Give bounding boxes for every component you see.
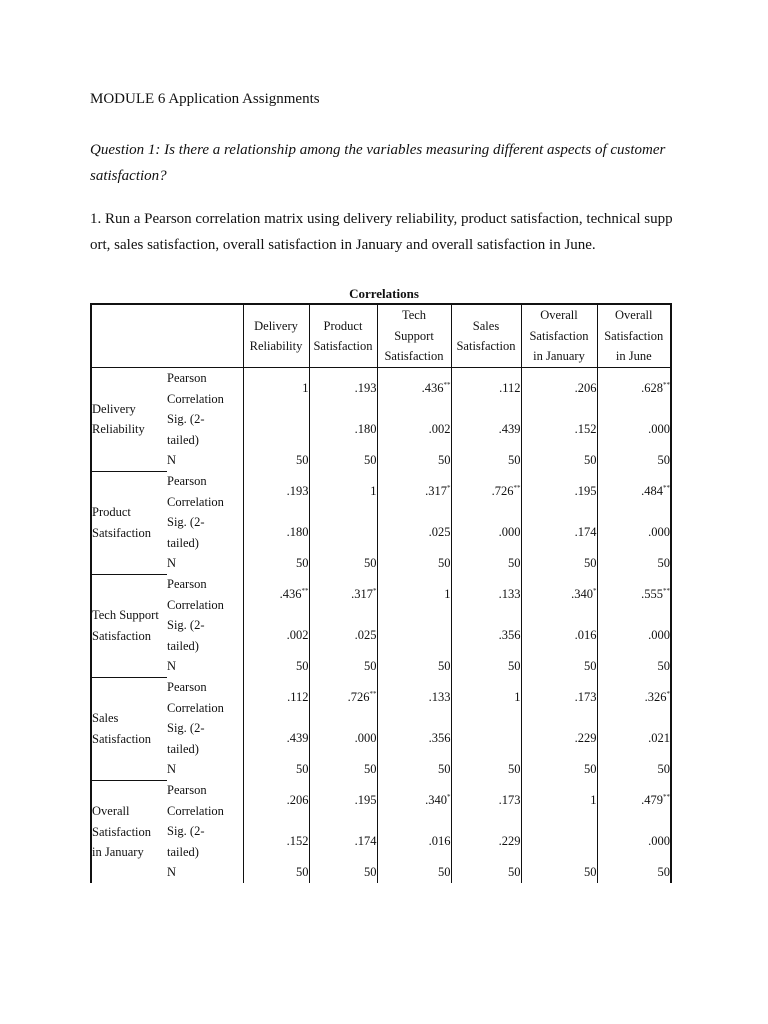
stat-label-pearson: Pearson Correlation xyxy=(167,471,243,512)
pearson-value: .326* xyxy=(597,677,671,718)
document-heading: MODULE 6 Application Assignments xyxy=(90,91,320,107)
n-value: 50 xyxy=(377,450,451,471)
n-value: 50 xyxy=(243,759,309,780)
n-value: 50 xyxy=(377,553,451,574)
n-value: 50 xyxy=(451,656,521,677)
stat-label-pearson: Pearson Correlation xyxy=(167,677,243,718)
table-row xyxy=(91,471,671,512)
significance-mark: * xyxy=(447,484,451,493)
sig-value xyxy=(377,615,451,656)
significance-mark: ** xyxy=(513,484,521,493)
column-header: Tech Support Satisfaction xyxy=(377,304,451,368)
table-row xyxy=(91,862,671,883)
sig-value xyxy=(451,718,521,759)
stat-label-n: N xyxy=(167,553,243,574)
sig-value: .000 xyxy=(597,615,671,656)
table-row xyxy=(91,615,671,656)
stat-label-n: N xyxy=(167,862,243,883)
pearson-value: 1 xyxy=(451,677,521,718)
significance-mark: ** xyxy=(301,587,309,596)
sig-value: .439 xyxy=(243,718,309,759)
table-row xyxy=(91,656,671,677)
column-header: Sales Satisfaction xyxy=(451,304,521,368)
significance-mark: ** xyxy=(663,484,670,493)
pearson-value: .436** xyxy=(243,574,309,615)
sig-value: .180 xyxy=(243,512,309,553)
significance-mark: ** xyxy=(369,690,377,699)
instruction-text: 1. Run a Pearson correlation matrix using delivery reliability, product satisfaction, technical supp ort, sales satisfaction, overall satisfaction in January and overall satisfaction in June. xyxy=(90,211,673,253)
n-value: 50 xyxy=(243,450,309,471)
column-header: Overall Satisfaction in January xyxy=(521,304,597,368)
pearson-value: .173 xyxy=(521,677,597,718)
pearson-value: .628** xyxy=(597,368,671,410)
sig-value: .002 xyxy=(243,615,309,656)
stat-label-pearson: Pearson Correlation xyxy=(167,574,243,615)
row-label: Delivery Reliability xyxy=(91,368,167,472)
sig-value: .000 xyxy=(451,512,521,553)
table-header-row xyxy=(91,304,671,368)
row-label: Overall Satisfaction in January xyxy=(91,780,167,883)
sig-value: .439 xyxy=(451,409,521,450)
significance-mark: * xyxy=(666,690,670,699)
table-body xyxy=(91,368,671,884)
significance-mark: ** xyxy=(663,793,670,802)
stat-label-sig: Sig. (2- tailed) xyxy=(167,512,243,553)
table-row xyxy=(91,450,671,471)
pearson-value: .195 xyxy=(521,471,597,512)
sig-value: .000 xyxy=(597,821,671,862)
n-value: 50 xyxy=(597,450,671,471)
pearson-value: .340* xyxy=(521,574,597,615)
significance-mark: ** xyxy=(663,587,670,596)
pearson-value: 1 xyxy=(309,471,377,512)
n-value: 50 xyxy=(521,862,597,883)
sig-value: .025 xyxy=(377,512,451,553)
sig-value: .000 xyxy=(309,718,377,759)
sig-value xyxy=(521,821,597,862)
n-value: 50 xyxy=(377,759,451,780)
pearson-value: .206 xyxy=(243,780,309,821)
sig-value: .021 xyxy=(597,718,671,759)
n-value: 50 xyxy=(451,759,521,780)
pearson-value: .193 xyxy=(309,368,377,410)
pearson-value: .195 xyxy=(309,780,377,821)
stat-label-sig: Sig. (2- tailed) xyxy=(167,409,243,450)
significance-mark: ** xyxy=(663,381,670,390)
pearson-value: .193 xyxy=(243,471,309,512)
table-row xyxy=(91,409,671,450)
stat-label-sig: Sig. (2- tailed) xyxy=(167,718,243,759)
pearson-value: .133 xyxy=(451,574,521,615)
table-row xyxy=(91,718,671,759)
sig-value: .356 xyxy=(451,615,521,656)
pearson-value: .206 xyxy=(521,368,597,410)
sig-value: .000 xyxy=(597,409,671,450)
n-value: 50 xyxy=(451,862,521,883)
n-value: 50 xyxy=(597,553,671,574)
row-label: Sales Satisfaction xyxy=(91,677,167,780)
stat-label-pearson: Pearson Correlation xyxy=(167,780,243,821)
table-caption: Correlations xyxy=(349,286,419,301)
pearson-value: .112 xyxy=(243,677,309,718)
sig-value: .002 xyxy=(377,409,451,450)
sig-value xyxy=(243,409,309,450)
column-header: Delivery Reliability xyxy=(243,304,309,368)
pearson-value: .436** xyxy=(377,368,451,410)
significance-mark: ** xyxy=(443,381,451,390)
n-value: 50 xyxy=(521,759,597,780)
pearson-value: .479** xyxy=(597,780,671,821)
sig-value: .016 xyxy=(377,821,451,862)
row-label: Tech Support Satisfaction xyxy=(91,574,167,677)
n-value: 50 xyxy=(521,450,597,471)
pearson-value: .173 xyxy=(451,780,521,821)
pearson-value: 1 xyxy=(377,574,451,615)
n-value: 50 xyxy=(309,553,377,574)
significance-mark: * xyxy=(373,587,377,596)
stat-label-n: N xyxy=(167,759,243,780)
n-value: 50 xyxy=(309,450,377,471)
table-row xyxy=(91,780,671,821)
pearson-value: .133 xyxy=(377,677,451,718)
header-corner xyxy=(91,304,167,368)
column-header: Overall Satisfaction in June xyxy=(597,304,671,368)
pearson-value: 1 xyxy=(243,368,309,410)
stat-label-pearson: Pearson Correlation xyxy=(167,368,243,410)
pearson-value: .726** xyxy=(451,471,521,512)
table-row xyxy=(91,512,671,553)
n-value: 50 xyxy=(243,862,309,883)
pearson-value: .112 xyxy=(451,368,521,410)
n-value: 50 xyxy=(309,862,377,883)
table-row xyxy=(91,368,671,410)
n-value: 50 xyxy=(309,759,377,780)
stat-label-n: N xyxy=(167,656,243,677)
n-value: 50 xyxy=(451,553,521,574)
sig-value xyxy=(309,512,377,553)
sig-value: .356 xyxy=(377,718,451,759)
sig-value: .180 xyxy=(309,409,377,450)
n-value: 50 xyxy=(243,656,309,677)
pearson-value: .340* xyxy=(377,780,451,821)
n-value: 50 xyxy=(377,656,451,677)
significance-mark: * xyxy=(593,587,597,596)
sig-value: .152 xyxy=(243,821,309,862)
table-row xyxy=(91,574,671,615)
n-value: 50 xyxy=(597,759,671,780)
sig-value: .000 xyxy=(597,512,671,553)
n-value: 50 xyxy=(451,450,521,471)
pearson-value: .317* xyxy=(309,574,377,615)
pearson-value: 1 xyxy=(521,780,597,821)
table-row xyxy=(91,821,671,862)
row-label: Product Satsifaction xyxy=(91,471,167,574)
sig-value: .016 xyxy=(521,615,597,656)
pearson-value: .555** xyxy=(597,574,671,615)
table-row xyxy=(91,759,671,780)
n-value: 50 xyxy=(521,553,597,574)
sig-value: .025 xyxy=(309,615,377,656)
pearson-value: .317* xyxy=(377,471,451,512)
n-value: 50 xyxy=(597,862,671,883)
n-value: 50 xyxy=(521,656,597,677)
pearson-value: .484** xyxy=(597,471,671,512)
header-corner-stat xyxy=(167,304,243,368)
sig-value: .229 xyxy=(521,718,597,759)
sig-value: .174 xyxy=(521,512,597,553)
significance-mark: * xyxy=(447,793,451,802)
stat-label-n: N xyxy=(167,450,243,471)
correlations-table xyxy=(90,303,672,883)
n-value: 50 xyxy=(377,862,451,883)
sig-value: .229 xyxy=(451,821,521,862)
n-value: 50 xyxy=(243,553,309,574)
sig-value: .152 xyxy=(521,409,597,450)
pearson-value: .726** xyxy=(309,677,377,718)
stat-label-sig: Sig. (2- tailed) xyxy=(167,615,243,656)
question-text: Question 1: Is there a relationship among the variables measuring different aspects of customer satisfaction? xyxy=(90,142,666,184)
sig-value: .174 xyxy=(309,821,377,862)
n-value: 50 xyxy=(309,656,377,677)
table-row xyxy=(91,553,671,574)
column-header: Product Satisfaction xyxy=(309,304,377,368)
stat-label-sig: Sig. (2- tailed) xyxy=(167,821,243,862)
table-row xyxy=(91,677,671,718)
n-value: 50 xyxy=(597,656,671,677)
